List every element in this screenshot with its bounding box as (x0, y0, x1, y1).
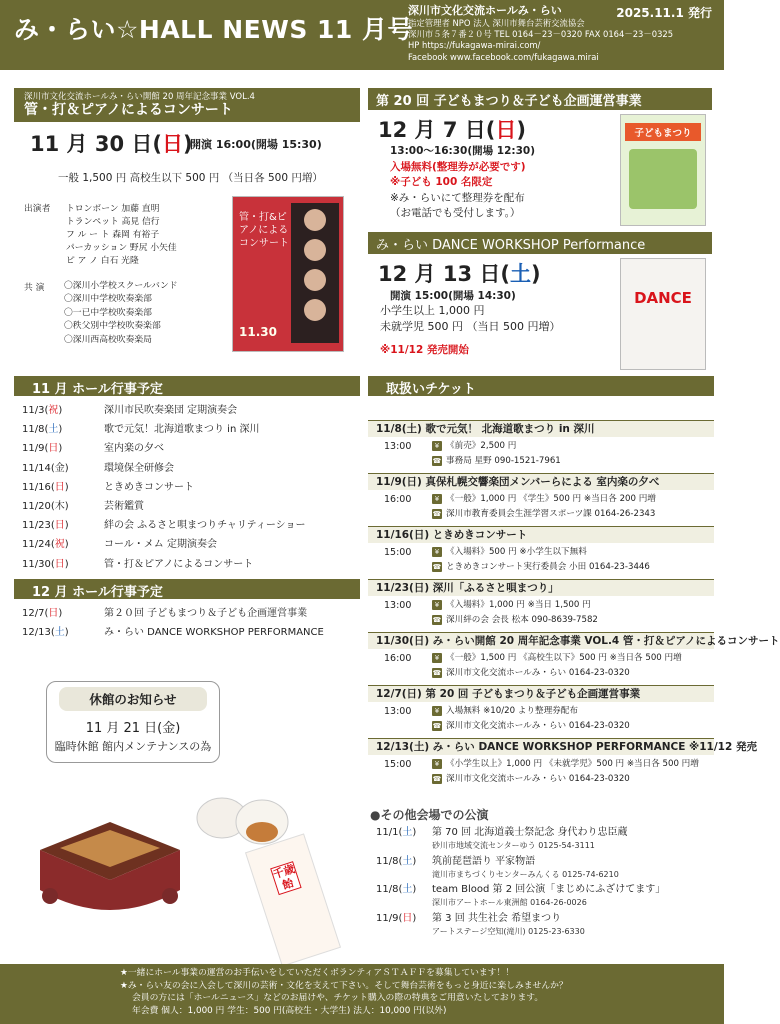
concert-price: 一般 1,500 円 高校生以下 500 円 （当日各 500 円増） (58, 172, 323, 184)
issue-date: 2025.11.1 発行 (616, 6, 712, 20)
weekday: 祝 (54, 539, 65, 551)
date-close: ) (412, 884, 417, 896)
ticket-contact-row (368, 454, 714, 469)
header-line: Facebook www.facebook.com/fukagawa.mirai (408, 51, 599, 62)
ticket-contact-row (368, 772, 714, 787)
concert-sub: 深川市文化交流ホールみ・らい開館 20 周年記念事業 VOL.4 (24, 92, 255, 102)
other-date (376, 912, 432, 941)
ticket-time: 13:00 (384, 706, 412, 717)
ticket-price (432, 439, 516, 454)
yen-icon: ¥ (432, 547, 442, 557)
ticket-item (368, 526, 714, 575)
co-item: 〇秩父別中学校吹奏楽部 (64, 321, 161, 332)
ticket-item (368, 473, 714, 522)
date-close: ) (64, 520, 69, 532)
schedule-date (22, 623, 104, 642)
phone-icon: ☎ (432, 562, 442, 571)
dance-banner: み・らい DANCE WORKSHOP Performance (368, 232, 712, 254)
date-text: 11/3( (22, 405, 49, 416)
yen-icon: ¥ (432, 600, 442, 610)
ticket-price-text: 《入場料》500 円 ※小学生以下無料 (446, 547, 587, 557)
other-venue: アートステージ空知(滝川) 0125-23-6330 (432, 926, 585, 936)
schedule-date (22, 459, 104, 478)
performer: フ ル ー ト 森岡 有裕子 (66, 230, 160, 240)
schedule-date (22, 439, 104, 458)
other-info (432, 883, 665, 912)
dance-price-2: 未就学児 500 円 （当日 500 円増） (380, 320, 561, 333)
date-close: ) (412, 827, 417, 838)
ticket-time: 13:00 (384, 441, 412, 452)
others-list (376, 826, 712, 940)
date-text: 12/13( (22, 627, 55, 639)
kids-poster (620, 114, 706, 226)
concert-date-text: 11 月 30 日( (30, 132, 162, 156)
other-date (376, 855, 432, 884)
ticket-price-row (368, 439, 714, 454)
yen-icon: ¥ (432, 494, 442, 504)
ticket-price-text: 《前売》2,500 円 (446, 441, 517, 451)
kids-banner: 第 20 回 子どもまつり＆子ども企画運営事業 (368, 88, 712, 110)
schedule-event: 芸術鑑賞 (104, 500, 144, 512)
performers-label: 出演者 (24, 204, 51, 214)
dance-sale-start: ※11/12 発売開始 (380, 344, 469, 356)
ticket-time: 13:00 (384, 600, 412, 611)
weekday: 土 (54, 627, 65, 639)
ticket-price-row (368, 704, 714, 719)
ticket-price-text: 《小学生以上》1,000 円 《未就学児》500 円 ※当日各 500 円増 (446, 759, 699, 769)
dance-day: 土 (509, 262, 531, 286)
weekday: 金 (54, 462, 65, 474)
nov-schedule-header: 11 月 ホール行事予定 (14, 376, 360, 396)
other-event (376, 855, 712, 884)
date-close: ) (64, 539, 69, 551)
newsletter-title: み・らい☆HALL NEWS 11 月号 (14, 15, 414, 44)
ticket-price-text: 《一般》1,000 円 《学生》500 円 ※当日各 200 円増 (446, 494, 656, 504)
date-close: ) (58, 405, 63, 416)
ticket-header: 12/13(土) み・らい DANCE WORKSHOP PERFORMANCE ※11/12 発売 (368, 738, 714, 755)
ticket-price-row (368, 651, 714, 666)
dance-price-1: 小学生以上 1,000 円 (380, 304, 485, 317)
phone-icon: ☎ (432, 456, 442, 465)
other-event (376, 883, 712, 912)
performer: トランペット 高見 信行 (66, 217, 160, 227)
org-name: 深川市文化交流ホールみ・らい (408, 4, 562, 17)
other-info (432, 912, 585, 941)
ticket-price-text: 《一般》1,500 円 《高校生以下》500 円 ※当日各 500 円増 (446, 653, 682, 663)
date-close: ) (412, 855, 417, 867)
ticket-contact-row (368, 507, 714, 522)
weekday: 土 (402, 855, 413, 867)
co-item: 〇深川中学校吹奏楽部 (64, 294, 152, 305)
ticket-header: 11/23(日) 深川「ふるさと唄まつり」 (368, 579, 714, 596)
yen-icon: ¥ (432, 759, 442, 769)
dance-date (378, 258, 541, 288)
date-close: ) (58, 443, 63, 455)
weekday: 日 (54, 520, 65, 532)
performer: トロンボーン 加藤 直明 (66, 204, 160, 214)
performer: ピ ア ノ 白石 光隆 (66, 256, 139, 266)
weekday: 日 (48, 443, 59, 455)
schedule-row (22, 497, 358, 516)
other-info (432, 826, 627, 855)
ticket-price-row (368, 492, 714, 507)
schedule-row (22, 420, 358, 439)
ticket-price-row (368, 757, 714, 772)
kids-poster-title: 子どもまつり (625, 123, 701, 141)
ticket-price-text: 入場無料 ※10/20 より整理券配布 (446, 706, 578, 716)
date-text: 11/20( (22, 500, 55, 512)
schedule-date (22, 516, 104, 535)
schedule-event: み・らい DANCE WORKSHOP PERFORMANCE (104, 627, 324, 639)
footer-line: 会員の方には「ホールニュース」などのお届けや、チケット購入の際の特典をご用意いたしております。 (132, 993, 544, 1004)
ticket-time: 16:00 (384, 494, 412, 505)
date-text: 11/23( (22, 520, 55, 532)
date-close: ) (64, 462, 69, 474)
ticket-contact: 事務局 星野 090-1521-7961 (446, 456, 561, 466)
schedule-date (22, 535, 104, 554)
date-text: 11/8( (376, 884, 403, 896)
ticket-price (432, 598, 591, 613)
schedule-row (22, 516, 358, 535)
co-list (64, 280, 178, 347)
concert-day: 日 (161, 132, 183, 156)
other-title: 第 3 回 共生社会 希望まつり (432, 912, 562, 924)
phone-icon: ☎ (432, 774, 442, 783)
ticket-time: 15:00 (384, 759, 412, 770)
schedule-row (22, 401, 358, 420)
date-close: ) (58, 424, 63, 436)
concert-date-close: ) (182, 132, 193, 156)
date-close: ) (64, 627, 69, 639)
schedule-date (22, 401, 104, 420)
ticket-item (368, 579, 714, 628)
weekday: 日 (402, 912, 413, 924)
ticket-price (432, 492, 656, 507)
schedule-date (22, 497, 104, 516)
date-text: 11/8( (22, 424, 49, 436)
weekday: 日 (48, 608, 59, 619)
kids-time: 13:00～16:30(開場 12:30) (390, 145, 536, 157)
schedule-row (22, 478, 358, 497)
kids-date (378, 114, 526, 144)
weekday: 土 (48, 424, 59, 436)
other-venue: 深川市アートホール東洲館 0164-26-0026 (432, 898, 587, 908)
phone-icon: ☎ (432, 668, 442, 677)
header-line: 指定管理者 NPO 法人 深川市舞台芸術交流協会 (408, 18, 585, 28)
ticket-price (432, 545, 587, 560)
schedule-event: 環境保全研修会 (104, 462, 174, 474)
schedule-event: 絆の会 ふるさと唄まつりチャリティーショー (104, 520, 306, 532)
date-text: 12/7( (22, 608, 49, 619)
other-date (376, 826, 432, 855)
closed-notice (46, 681, 220, 763)
kids-ticket-note: ※み・らいにて整理券を配布 (390, 191, 525, 204)
ticket-contact: 深川市文化交流ホールみ・らい 0164-23-0320 (446, 774, 630, 784)
date-close: ) (412, 912, 417, 924)
concert-date (30, 128, 193, 158)
date-text: 11/14( (22, 462, 55, 474)
chitoseame-illustration (245, 833, 341, 966)
ticket-price-text: 《入場料》1,000 円 ※当日 1,500 円 (446, 600, 591, 610)
ticket-contact: 深川市教育委員会生涯学習スポーツ課 0164-26-2343 (446, 509, 656, 519)
other-date (376, 883, 432, 912)
kids-limit: ※子ども 100 名限定 (390, 176, 493, 188)
schedule-row (22, 439, 358, 458)
schedule-row (22, 555, 358, 574)
dance-date-text: 12 月 13 日( (378, 262, 510, 286)
date-close: ) (64, 558, 69, 570)
performer: パーカッション 野尻 小矢佳 (66, 243, 177, 253)
date-text: 11/30( (22, 558, 55, 570)
schedule-row (22, 604, 358, 623)
ticket-contact: 深川絆の会 会長 松本 090-8639-7582 (446, 615, 598, 625)
schedule-date (22, 555, 104, 574)
concert-poster-date: 11.30 (239, 325, 277, 339)
header-line: 深川市５条７番２０号 TEL 0164－23－0320 FAX 0164－23－0325 (408, 29, 674, 40)
ticket-item (368, 738, 757, 787)
weekday: 土 (402, 827, 413, 838)
schedule-date (22, 478, 104, 497)
footer-line: ★一緒にホール事業の運営のお手伝いをしていただくボランティアＳＴＡＦＦを募集しています！！ (120, 968, 515, 978)
schedule-row (22, 535, 358, 554)
date-close: ) (58, 608, 63, 619)
other-event (376, 826, 712, 855)
dance-poster-title: DANCE (634, 289, 692, 307)
schedule-event: 室内楽の夕べ (104, 443, 164, 455)
ticket-contact-row (368, 613, 714, 628)
ticket-item (368, 632, 780, 681)
other-title: team Blood 第 2 回公演「まじめにふざけてます」 (432, 884, 666, 896)
ticket-contact-row (368, 560, 714, 575)
tickets-header: 取扱いチケット (368, 376, 714, 396)
ticket-contact: 深川市文化交流ホールみ・らい 0164-23-0320 (446, 668, 630, 678)
weekday: 木 (54, 500, 65, 512)
footer-text (120, 967, 568, 1017)
schedule-event: 第２０回 子どもまつり＆子ども企画運営事業 (104, 608, 308, 619)
ticket-contact: 深川市文化交流ホールみ・らい 0164-23-0320 (446, 721, 630, 731)
schedule-event: コール・メム 定期演奏会 (104, 539, 217, 551)
co-label: 共 演 (24, 283, 45, 293)
footer-line: 年会費 個人：1,000 円 学生：500 円(高校生・大学生) 法人：10,000 円(以外) (132, 1005, 447, 1016)
closed-date: 11 月 21 日(金) (85, 721, 181, 736)
dance-poster (620, 258, 706, 370)
chitoseame-label: 千歳飴 (270, 861, 301, 895)
ticket-header: 11/16(日) ときめきコンサート (368, 526, 714, 543)
others-title: ●その他会場での公演 (370, 808, 489, 822)
schedule-row (22, 623, 358, 642)
weekday: 土 (402, 884, 413, 896)
dance-time: 開演 15:00(開場 14:30) (390, 290, 516, 302)
co-item: 〇深川西高校吹奏楽局 (64, 334, 152, 345)
yen-icon: ¥ (432, 441, 442, 451)
kids-phone-note: （お電話でも受付します。） (390, 207, 521, 219)
date-text: 11/24( (22, 539, 55, 551)
ticket-price-row (368, 598, 714, 613)
kotatsu-illustration (20, 770, 200, 940)
phone-icon: ☎ (432, 615, 442, 624)
nov-schedule-list (22, 401, 358, 574)
closed-desc: 臨時休館 館内メンテナンスの為 (54, 740, 212, 753)
co-item: 〇一已中学校吹奏楽部 (64, 307, 152, 318)
weekday: 日 (54, 481, 65, 493)
ticket-price (432, 757, 699, 772)
ticket-header: 11/8(土) 歌で元気！ 北海道歌まつり in 深川 (368, 420, 714, 437)
date-text: 11/16( (22, 481, 55, 493)
phone-icon: ☎ (432, 721, 442, 730)
kids-details (390, 144, 535, 222)
other-info (432, 855, 619, 884)
concert-poster (232, 196, 344, 352)
co-item: 〇深川小学校スクールバンド (64, 281, 178, 291)
schedule-event: 歌で元気！北海道歌まつり in 深川 (104, 424, 260, 436)
ticket-contact-row (368, 719, 714, 734)
schedule-event: 深川市民吹奏楽団 定期演奏会 (104, 405, 238, 416)
schedule-row (22, 459, 358, 478)
phone-icon: ☎ (432, 509, 442, 518)
concert-title: 管・打＆ピアノによるコンサート (24, 102, 233, 118)
performers-list (66, 203, 177, 268)
concert-poster-title: 管・打&ピアノによるコンサート (239, 212, 289, 249)
date-text: 11/9( (22, 443, 49, 455)
ticket-contact-row (368, 666, 714, 681)
ticket-price (432, 651, 682, 666)
ticket-contact: ときめきコンサート実行委員会 小田 0164-23-3446 (446, 562, 650, 572)
date-close: ) (64, 500, 69, 512)
concert-time: 開演 16:00(開場 15:30) (190, 138, 322, 151)
date-text: 11/9( (376, 912, 403, 924)
kids-free: 入場無料(整理券が必要です) (390, 160, 526, 173)
kids-day: 日 (495, 118, 517, 142)
date-text: 11/1( (376, 827, 403, 838)
ticket-time: 16:00 (384, 653, 412, 664)
dec-schedule-header: 12 月 ホール行事予定 (14, 579, 360, 599)
ticket-header: 11/30(日) み・らい開館 20 周年記念事業 VOL.4 管・打＆ピアノによるコンサート (368, 632, 714, 649)
ticket-item (368, 420, 714, 469)
schedule-event: 管・打＆ピアノによるコンサート (104, 558, 254, 570)
header-line: HP https://fukagawa-mirai.com/ (408, 40, 541, 51)
dance-date-close: ) (530, 262, 541, 286)
other-event (376, 912, 712, 941)
kids-date-close: ) (516, 118, 526, 142)
other-title: 筑前琵琶語り 平家物語 (432, 855, 536, 867)
date-text: 11/8( (376, 855, 403, 867)
ticket-price-row (368, 545, 714, 560)
ticket-header: 12/7(日) 第 20 回 子どもまつり＆子ども企画運営事業 (368, 685, 714, 702)
performer-photos (291, 203, 339, 343)
ticket-price (432, 704, 578, 719)
yen-icon: ¥ (432, 653, 442, 663)
ticket-item (368, 685, 714, 734)
weekday: 祝 (48, 405, 59, 416)
ticket-time: 15:00 (384, 547, 412, 558)
footer-line: ★み・らい友の会に入会して深川の芸術・文化を支えて下さい。そして舞台芸術をもっと身近に楽しみませんか？ (120, 980, 568, 991)
schedule-event: ときめきコンサート (104, 481, 194, 493)
concert-banner (14, 88, 360, 122)
schedule-date (22, 604, 104, 623)
dec-schedule-list (22, 604, 358, 642)
other-venue: 滝川市まちづくりセンターみんくる 0125-74-6210 (432, 869, 619, 879)
weekday: 日 (54, 558, 65, 570)
other-venue: 砂川市地域交流センターゆう 0125-54-3111 (432, 841, 595, 850)
ticket-list (368, 420, 780, 791)
date-close: ) (64, 481, 69, 493)
schedule-date (22, 420, 104, 439)
kids-date-text: 12 月 7 日( (378, 118, 496, 142)
yen-icon: ¥ (432, 706, 442, 716)
closed-title: 休館のお知らせ (59, 687, 207, 711)
ticket-header: 11/9(日) 真保札幌交響楽団メンバーらによる 室内楽の夕べ (368, 473, 714, 490)
other-title: 第 70 回 北海道義士祭記念 身代わり忠臣蔵 (432, 827, 628, 838)
